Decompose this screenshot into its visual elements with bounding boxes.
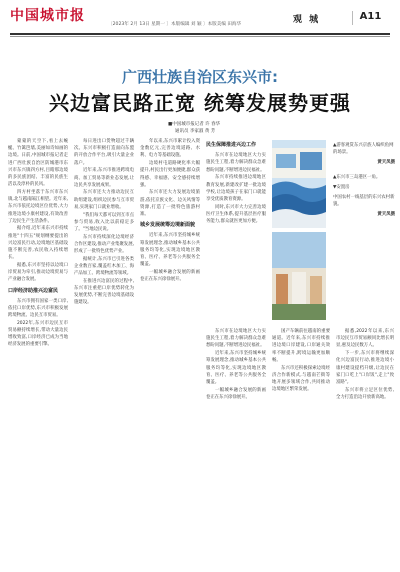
photo-group: [272, 140, 326, 320]
paragraph: 一幅城乡融合发展的新画卷正在东兴徐徐展开。: [206, 387, 266, 400]
housing-image: [272, 232, 326, 320]
masthead: [0, 0, 400, 40]
paragraph: 每日进出口货物超过千辆次。东兴市积极打造面向东盟的开放合作平台,吸引大量企业落户。: [74, 139, 134, 166]
article-kicker: 广西壮族自治区东兴市:: [122, 68, 278, 86]
newspaper-logo: 中国城市报: [10, 8, 85, 24]
paragraph: 东兴市还积极探索边境经济合作新模式,与越南芒街等地开展多领域合作,共同推动边境地区繁荣发展。: [272, 365, 330, 393]
paragraph: 一幅城乡融合发展的新画卷正在东兴徐徐展开。: [140, 269, 200, 283]
photo-caption: ▲东兴市三岛港区一角。: [333, 175, 381, 180]
byline-reporter: ■中国城市报记者 许 春华: [168, 122, 221, 127]
header-rule-thin: [10, 36, 390, 37]
article-column-1: [8, 138, 68, 560]
paragraph: 东兴市持续深化边境经济合作区建设,推动产业集聚发展,形成了一批特色优势产业。: [74, 234, 134, 255]
paragraph: 东兴市在边境地区大力实施民生工程,着力解决群众急难愁盼问题,不断增进边民福祉。: [206, 329, 266, 349]
paragraph: 四方村坐落于东兴市东兴镇,北与越南隔江相望。近年来,东兴市依托边境区位优势,大力推进边境小康村建设,有效改善了边民生产生活条件。: [8, 189, 68, 224]
paragraph: 近年来,东兴市推进跨境电商、加工贸易等新业态发展,让边民共享发展成果。: [74, 168, 134, 188]
photo-caption: 中国农村一线基层的东兴农村新貌。: [333, 195, 395, 207]
paragraph: 下一步,东兴市将继续深化兴边富民行动,推进边境小康村建设提档升级,让边民在家门口吃上"口岸饭",走上"致富路"。: [336, 351, 394, 385]
paragraph: 年以来,东兴市累计投入资金数亿元,完善边境道路、水利、电力等基础设施。: [140, 139, 200, 159]
byline-correspondent: 通讯员 李家淑 黄 芳: [175, 129, 216, 134]
photo-caption: ▲游客观赏东兴京族人编织鱼网的场景。: [333, 143, 394, 155]
paragraph: 东兴市还大力推动边民互助组建设,组织边民参与互市贸易,实现家门口就业增收。: [74, 190, 134, 210]
article-column-6: [336, 328, 394, 560]
paragraph: 蒙蒙的天空下,看上去蜿蜒、竹篱笆墙,美丽如诗如画的边境。日前,中国城市报记者走进广西壮族自治区防城港市东兴市东兴镇四方村,目睹那边境的多民族团结、丰富的民族生活以及淳朴的民风。: [8, 139, 68, 188]
paragraph: 边境村屯道路硬化率大幅提升,村民出行更加便捷,群众获得感、幸福感、安全感持续增强。: [140, 161, 200, 188]
paragraph: 东兴市拥有国家一类口岸,依托口岸优势,东兴市积极发展跨境物流、边民互市贸易。: [8, 298, 68, 319]
paragraph: 据统计,东兴市已引进各类企业数百家,覆盖红木加工、海产品加工、跨境物流等领域。: [74, 256, 134, 277]
mural-image: [272, 140, 326, 228]
paragraph: 2022年,东兴市边民互市贸易额持续增长,带动大量边民增收致富,口岸经济已成为当地经济发展的重要引擎。: [8, 320, 68, 348]
paragraph: "我们每天都可以到互市点参与贸易,收入比以前稳定多了。"当地边民说。: [74, 212, 134, 232]
paragraph: 近年来,东兴市坚持城乡统筹发展理念,推动城乡基本公共服务均等化,实现边境地区教育、医疗、养老等公共服务全覆盖。: [206, 351, 266, 385]
header-rule: [10, 33, 390, 35]
article-column-3: [140, 138, 200, 560]
paragraph: 在推进兴边富民的过程中,东兴市注重把口岸优势转化为发展优势,不断完善边境基础设施建设。: [74, 278, 134, 306]
dateline: 〔2023年 2月 13日 星期一 〕本版编辑 刘 颖 〕本版美编 田海华: [108, 22, 242, 27]
section-subhead: 口岸经济助推兴边富民: [8, 287, 59, 294]
article-column-4-top: [206, 138, 266, 323]
photo-captions: [333, 142, 395, 226]
paragraph: 东兴市持续推进边境地区教育发展,新建改扩建一批边境学校,让边境孩子在家门口就能享受优质教育资源。: [206, 175, 266, 202]
paragraph: 据悉,东兴市坚持以边境口岸贸易为牵引,推动边境贸易与产业融合发展。: [8, 262, 68, 283]
paragraph: 东兴市在边境地区大力实施民生工程,着力解决群众急难愁盼问题,不断增进边民福祉。: [206, 153, 266, 173]
article-headline: 兴边富民路正宽 统筹发展势更强: [49, 91, 351, 115]
section-label: 观 城: [293, 15, 321, 25]
paragraph: 国产车辆前往越南的重要通道。近年来,东兴市持续推进边境口岸建设,口岸通关效率不断提升,跨境运输更加顺畅。: [272, 329, 330, 363]
photo-resettlement-housing: [272, 232, 326, 320]
paragraph: 东兴市将立足区位优势,全力打造沿边开放新高地。: [336, 387, 394, 400]
photo-credit: 黄天凤摄: [377, 160, 395, 165]
section-subhead: 民生保障推进兴边工作: [206, 142, 257, 148]
photo-credit: 黄天凤摄: [377, 212, 395, 217]
section-subhead: 城乡发展统筹边境新面貌: [140, 222, 196, 229]
page-number: A11: [352, 11, 388, 25]
photo-caption: ▼安置房: [333, 185, 350, 190]
paragraph: 近年来,东兴市坚持城乡统筹发展理念,推动城乡基本公共服务均等化,实现边境地区教育、医疗、养老等公共服务全覆盖。: [140, 233, 200, 268]
article-column-2: [74, 138, 134, 560]
paragraph: 据悉,2022年以来,东兴市边民互市贸易额同比增长明显,惠及边民数万人。: [336, 329, 394, 349]
article-column-5: [272, 328, 330, 560]
paragraph: 同时,东兴市大力完善边境医疗卫生体系,提升基层医疗服务能力,群众就医更加方便。: [206, 204, 266, 225]
paragraph: 据介绍,近年来东兴市持续推进"十四五"规划纲要提出的兴边富民行动,边境地区基础设施不断完善,农民收入持续增长。: [8, 226, 68, 261]
paragraph: 东兴市还大力发展边境旅游,依托京族文化、边关风情等资源,打造了一批特色旅游村寨。: [140, 190, 200, 218]
article-column-4: [206, 328, 266, 560]
photo-village-mural: [272, 140, 326, 228]
